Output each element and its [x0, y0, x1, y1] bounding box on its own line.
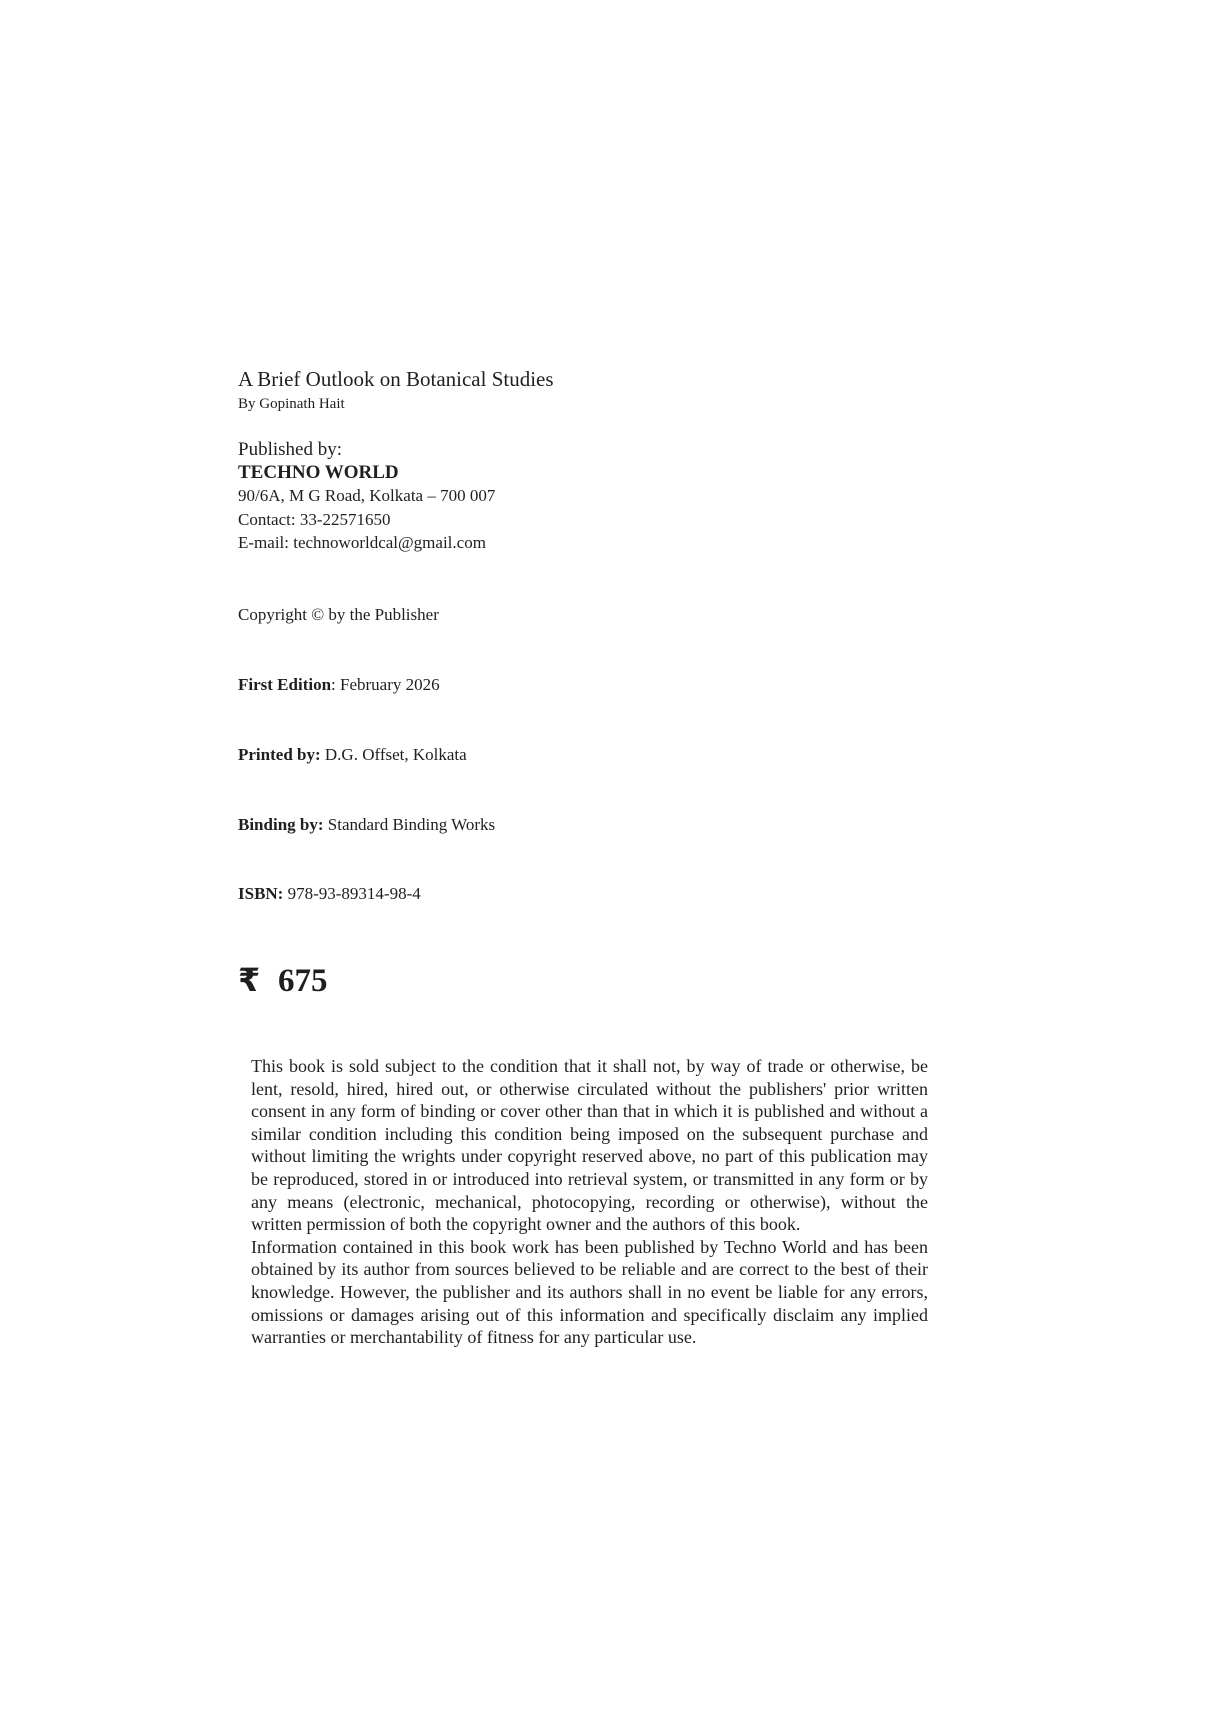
- isbn-label: ISBN:: [238, 884, 284, 903]
- price: [238, 960, 328, 1001]
- author-line: By Gopinath Hait: [238, 396, 345, 412]
- publisher-contact: Contact: 33-22571650: [238, 509, 391, 529]
- isbn-line: [238, 883, 421, 905]
- edition-label: First Edition: [238, 675, 332, 694]
- disclaimer-paragraph: Information contained in this book work has been published by Techno World and has been obtained by its author from sources believed to be reliable and are correct to the best of their knowledge. However, the publisher and its authors shall in no event be liable for any errors, omissions or damages arising out of this information and specifically disclaim any implied warranties or merchantability of fitness for any particular use.: [251, 1236, 928, 1348]
- publisher-name: TECHNO WORLD: [238, 462, 399, 483]
- price-amount: 675: [278, 963, 328, 999]
- printed-by-line: [238, 744, 467, 766]
- printed-by-label: Printed by:: [238, 745, 321, 764]
- binding-by-value: Standard Binding Works: [323, 815, 496, 834]
- edition-value: : February 2026: [331, 675, 440, 694]
- rupee-icon: ₹: [238, 961, 261, 999]
- binding-by-label: Binding by:: [238, 815, 324, 834]
- publisher-email: E-mail: technoworldcal@gmail.com: [238, 533, 486, 552]
- publisher-section: [238, 438, 495, 555]
- edition-line: [238, 674, 440, 696]
- binding-by-line: [238, 814, 495, 836]
- disclaimer: [251, 1055, 928, 1349]
- book-title: A Brief Outlook on Botanical Studies: [238, 367, 554, 391]
- isbn-value: 978-93-89314-98-4: [283, 884, 421, 903]
- publisher-address: 90/6A, M G Road, Kolkata – 700 007: [238, 486, 496, 505]
- printed-by-value: D.G. Offset, Kolkata: [320, 745, 467, 764]
- disclaimer-paragraph: This book is sold subject to the condition that it shall not, by way of trade or otherwise, be lent, resold, hired, hired out, or otherwise circulated without the publishers' prior written consent in any form of binding or cover other than that in which it is published and without a similar condition including this condition being imposed on the subsequent purchase and without limiting the wrights under copyright reserved above, no part of this publication may be reproduced, stored in or introduced into retrieval system, or transmitted in any form or by any means (electronic, mechanical, photocopying, recording or otherwise), without the written permission of both the copyright owner and the authors of this book.: [251, 1056, 928, 1235]
- copyright-line: Copyright © by the Publisher: [238, 605, 439, 624]
- published-by-label: Published by:: [238, 439, 342, 460]
